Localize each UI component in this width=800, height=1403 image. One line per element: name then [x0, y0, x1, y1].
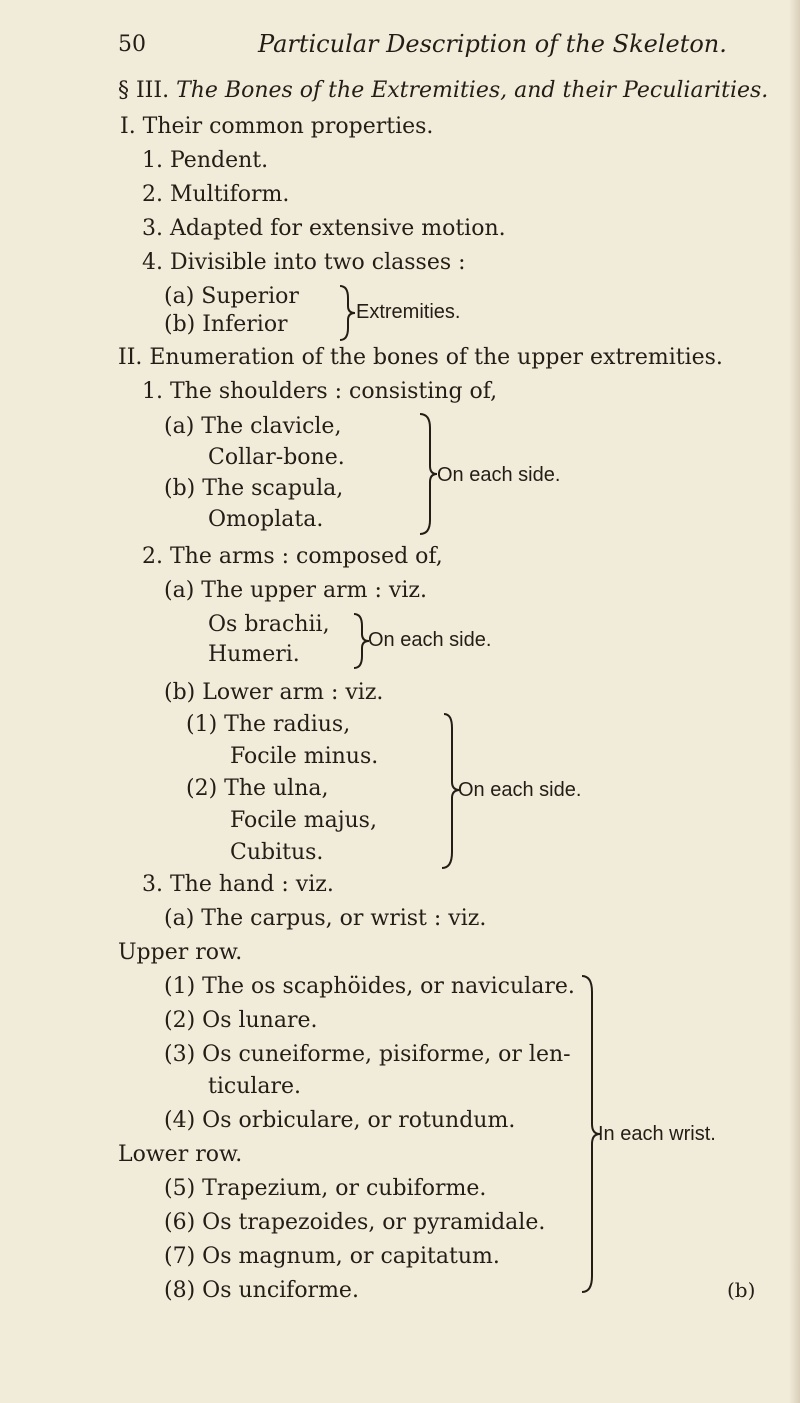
carpus-heading: (a) The carpus, or wrist : viz. — [164, 906, 487, 931]
part2-heading: II. Enumeration of the bones of the upper extremities. — [118, 345, 723, 370]
lower-arm-line-3: (2) The ulna, — [186, 776, 329, 801]
carpal-8: (8) Os unciforme. — [164, 1278, 359, 1303]
brace-label-lower-arm: On each side. — [458, 779, 582, 801]
shoulders-heading: 1. The shoulders : consisting of, — [142, 379, 498, 404]
page-number: 50 — [118, 32, 146, 57]
class-superior: (a) Superior — [164, 284, 299, 309]
lower-arm-heading: (b) Lower arm : viz. — [164, 680, 384, 705]
part1-item-1: 1. Pendent. — [142, 148, 269, 173]
shoulders-line-3: (b) The scapula, — [164, 476, 344, 501]
lower-arm-line-2: Focile minus. — [230, 744, 379, 769]
page-edge — [790, 0, 800, 1403]
lower-row-heading: Lower row. — [118, 1142, 243, 1167]
class-inferior: (b) Inferior — [164, 312, 288, 337]
brace-label-shoulders: On each side. — [437, 464, 561, 486]
hand-heading: 3. The hand : viz. — [142, 872, 334, 897]
shoulders-line-4: Omoplata. — [208, 507, 324, 532]
upper-arm-heading: (a) The upper arm : viz. — [164, 578, 427, 603]
section-heading — [118, 78, 768, 104]
section-title: The Bones of the Extremities, and their Peculiarities. — [176, 78, 769, 103]
part1-heading: I. Their common properties. — [120, 114, 434, 139]
upper-arm-line-1: Os brachii, — [208, 612, 330, 637]
lower-arm-line-4: Focile majus, — [230, 808, 377, 833]
brace-label-extremities: Extremities. — [356, 301, 461, 323]
part1-item-2: 2. Multiform. — [142, 182, 290, 207]
carpal-7: (7) Os magnum, or capitatum. — [164, 1244, 500, 1269]
carpal-2: (2) Os lunare. — [164, 1008, 318, 1033]
part1-item-3: 3. Adapted for extensive motion. — [142, 216, 506, 241]
next-ref: (b) — [727, 1278, 756, 1302]
carpal-3: (3) Os cuneiforme, pisiforme, or len- — [164, 1042, 571, 1067]
brace-extremities — [338, 284, 358, 342]
carpal-4: (4) Os orbiculare, or rotundum. — [164, 1108, 516, 1133]
brace-label-upper-arm: On each side. — [368, 629, 492, 651]
carpal-5: (5) Trapezium, or cubiforme. — [164, 1176, 487, 1201]
upper-row-heading: Upper row. — [118, 940, 243, 965]
arms-heading: 2. The arms : composed of, — [142, 544, 443, 569]
shoulders-line-2: Collar-bone. — [208, 445, 345, 470]
shoulders-line-1: (a) The clavicle, — [164, 414, 342, 439]
carpal-1: (1) The os scaphöides, or naviculare. — [164, 974, 575, 999]
lower-arm-line-1: (1) The radius, — [186, 712, 351, 737]
part1-item-4: 4. Divisible into two classes : — [142, 250, 466, 275]
upper-arm-line-2: Humeri. — [208, 642, 300, 667]
section-mark: § III. — [118, 78, 170, 103]
running-title: Particular Description of the Skeleton. — [258, 30, 727, 58]
brace-label-wrist: In each wrist. — [598, 1123, 716, 1145]
carpal-3-cont: ticulare. — [208, 1074, 302, 1099]
carpal-6: (6) Os trapezoides, or pyramidale. — [164, 1210, 546, 1235]
lower-arm-line-5: Cubitus. — [230, 840, 324, 865]
